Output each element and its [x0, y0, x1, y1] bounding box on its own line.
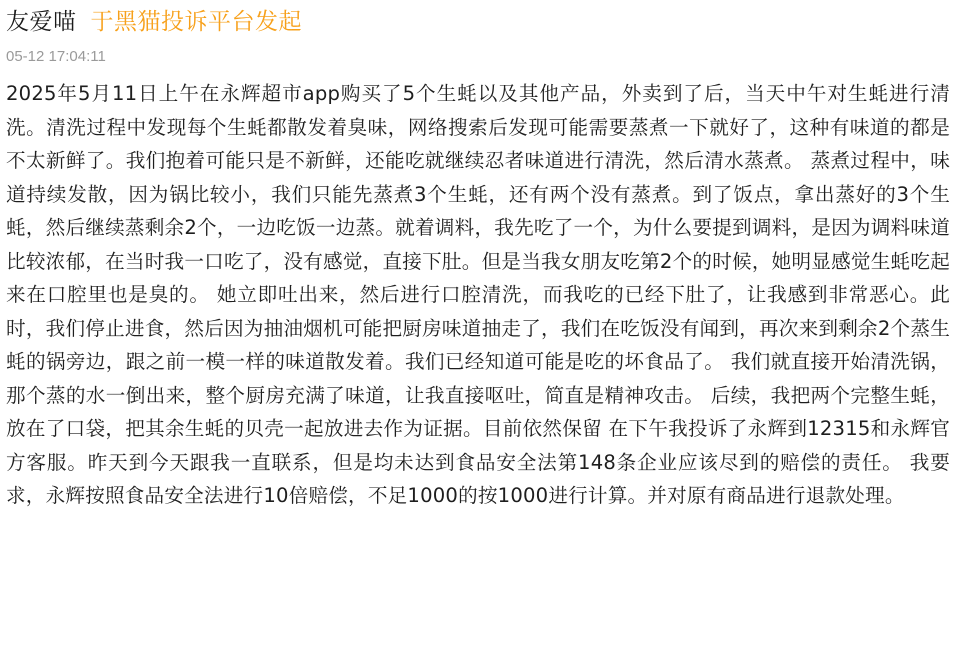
username[interactable]: 友爱喵 — [6, 8, 77, 35]
post-header — [6, 0, 950, 38]
post-body: 2025年5月11日上午在永辉超市app购买了5个生蚝以及其他产品，外卖到了后，当天中午对生蚝进行清洗。清洗过程中发现每个生蚝都散发着臭味，网络搜索后发现可能需要蒸煮一下就好了，这种有味道的都是不太新鲜了。我们抱着可能只是不新鲜，还能吃就继续忍者味道进行清洗，然后清水蒸煮。 蒸煮过程中，味道持续发散，因为锅比较小，我们只能先蒸煮3个生蚝，还有两个没有蒸煮。到了饭点，拿出蒸好的3个生蚝，然后继续蒸剩余2个，一边吃饭一边蒸。就着调料，我先吃了一个，为什么要提到调料，是因为调料味道比较浓郁，在当时我一口吃了，没有感觉，直接下肚。但是当我女朋友吃第2个的时候，她明显感觉生蚝吃起来在口腔里也是臭的。 她立即吐出来，然后进行口腔清洗，而我吃的已经下肚了，让我感到非常恶心。此时，我们停止进食，然后因为抽油烟机可能把厨房味道抽走了，我们在吃饭没有闻到，再次来到剩余2个蒸生蚝的锅旁边，跟之前一模一样的味道散发着。我们已经知道可能是吃的坏食品了。 我们就直接开始清洗锅，那个蒸的水一倒出来，整个厨房充满了味道，让我直接呕吐，简直是精神攻击。 后续，我把两个完整生蚝，放在了口袋，把其余生蚝的贝壳一起放进去作为证据。目前依然保留 在下午我投诉了永辉到12315和永辉官方客服。昨天到今天跟我一直联系，但是均未达到食品安全法第148条企业应该尽到的赔偿的责任。 我要求，永辉按照食品安全法进行10倍赔偿，不足1000的按1000进行计算。并对原有商品进行退款处理。 — [6, 82, 950, 507]
post-timestamp: 05-12 17:04:11 — [6, 48, 106, 65]
complaint-post — [6, 0, 950, 513]
source-platform-link[interactable]: 于黑猫投诉平台发起 — [90, 8, 302, 35]
